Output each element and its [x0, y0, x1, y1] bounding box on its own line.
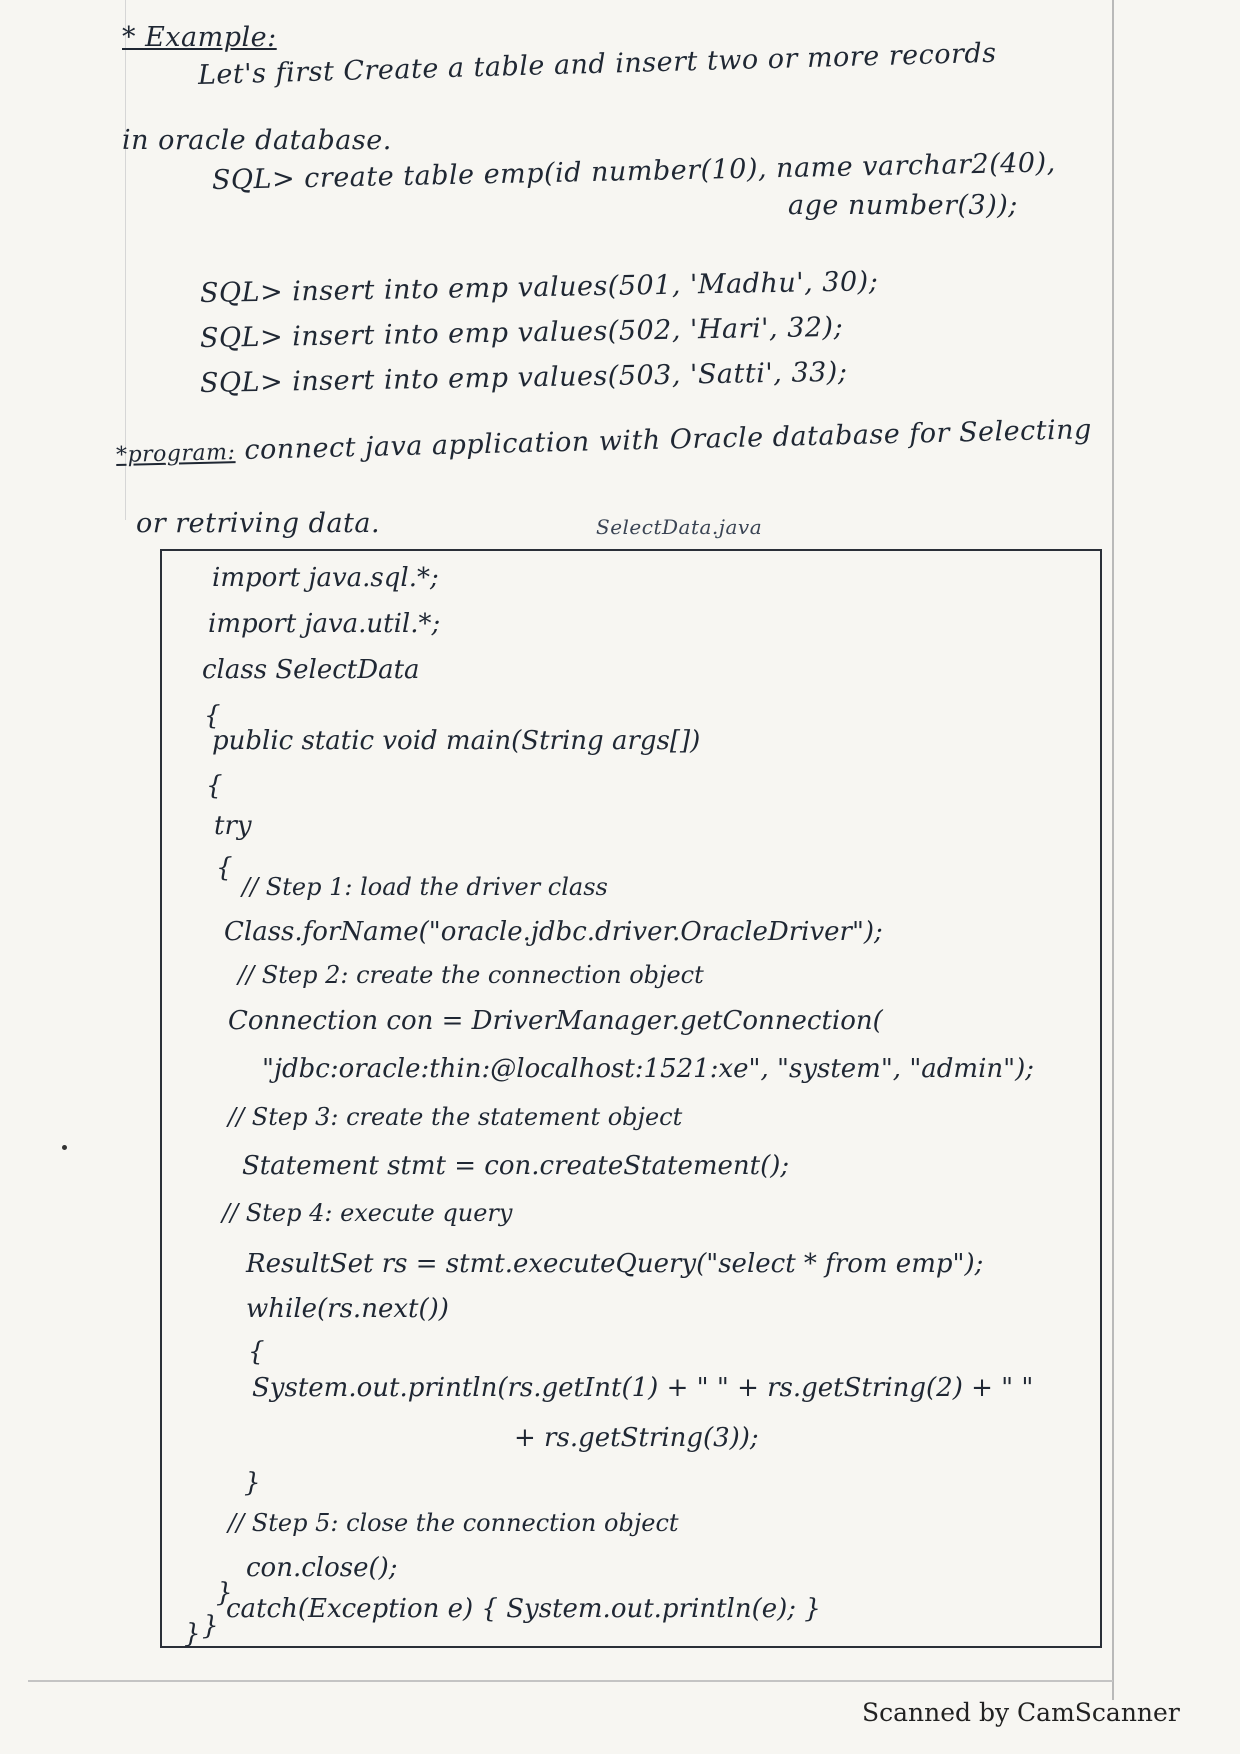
bottom-rule: [28, 1680, 1113, 1682]
code-line: con.close();: [246, 1553, 398, 1583]
intro-line-1: Let's first Create a table and insert two or more records: [197, 37, 997, 91]
code-comment-line: // Step 3: create the statement object: [228, 1103, 683, 1131]
program-description-line-1: [116, 414, 1093, 469]
code-line: Statement stmt = con.createStatement();: [242, 1151, 790, 1181]
code-box: [160, 549, 1102, 1648]
code-line: + rs.getString(3));: [514, 1423, 759, 1453]
sql-insert-line: SQL> insert into emp values(502, 'Hari', 32);: [199, 311, 844, 354]
code-comment-line: // Step 1: load the driver class: [242, 873, 608, 901]
page-edge-right: [1112, 0, 1114, 1700]
code-line: }: [184, 1619, 201, 1649]
code-line: System.out.println(rs.getInt(1) + " " + rs.getString(2) + " ": [252, 1373, 1034, 1403]
code-line: {: [248, 1337, 265, 1367]
sql-insert-line: SQL> insert into emp values(501, 'Madhu', 30);: [199, 266, 879, 309]
code-line: {: [204, 701, 221, 731]
code-line: public static void main(String args[]): [212, 726, 701, 756]
code-line: ResultSet rs = stmt.executeQuery("select * from emp");: [246, 1249, 984, 1279]
intro-line-2: in oracle database.: [122, 125, 392, 156]
code-line: Connection con = DriverManager.getConnection(: [228, 1006, 883, 1036]
scan-speck: [62, 1145, 67, 1150]
code-line: "jdbc:oracle:thin:@localhost:1521:xe", "system", "admin");: [262, 1054, 1035, 1084]
code-line: }: [216, 1578, 233, 1608]
code-line: {: [206, 771, 223, 801]
program-filename: SelectData.java: [596, 515, 763, 539]
code-line: }: [244, 1468, 261, 1498]
code-comment-line: // Step 5: close the connection object: [228, 1509, 679, 1537]
example-heading: [122, 22, 277, 53]
code-line: try: [214, 811, 252, 841]
code-comment-line: // Step 4: execute query: [222, 1199, 513, 1227]
code-comment-line: // Step 2: create the connection object: [238, 961, 704, 989]
code-line: while(rs.next()): [246, 1294, 449, 1324]
code-line: Class.forName("oracle.jdbc.driver.OracleDriver");: [224, 917, 883, 947]
code-line: }: [202, 1611, 219, 1641]
program-description-text: connect java application with Oracle database for Selecting: [244, 414, 1093, 466]
sql-insert-line: SQL> insert into emp values(503, 'Satti', 33);: [199, 356, 848, 399]
code-line: catch(Exception e) { System.out.println(e); }: [226, 1594, 821, 1624]
sql-create-line-2: age number(3));: [788, 190, 1018, 221]
program-label: *program:: [115, 440, 236, 468]
example-heading-label: * Example:: [122, 22, 277, 53]
code-line: import java.util.*;: [208, 609, 441, 639]
scanner-watermark: Scanned by CamScanner: [862, 1698, 1180, 1727]
sql-create-line-1: SQL> create table emp(id number(10), name varchar2(40),: [211, 147, 1056, 196]
code-line: class SelectData: [202, 655, 420, 685]
code-line: import java.sql.*;: [212, 563, 439, 593]
code-line: {: [216, 853, 233, 883]
program-description-line-2: or retriving data.: [136, 508, 381, 539]
